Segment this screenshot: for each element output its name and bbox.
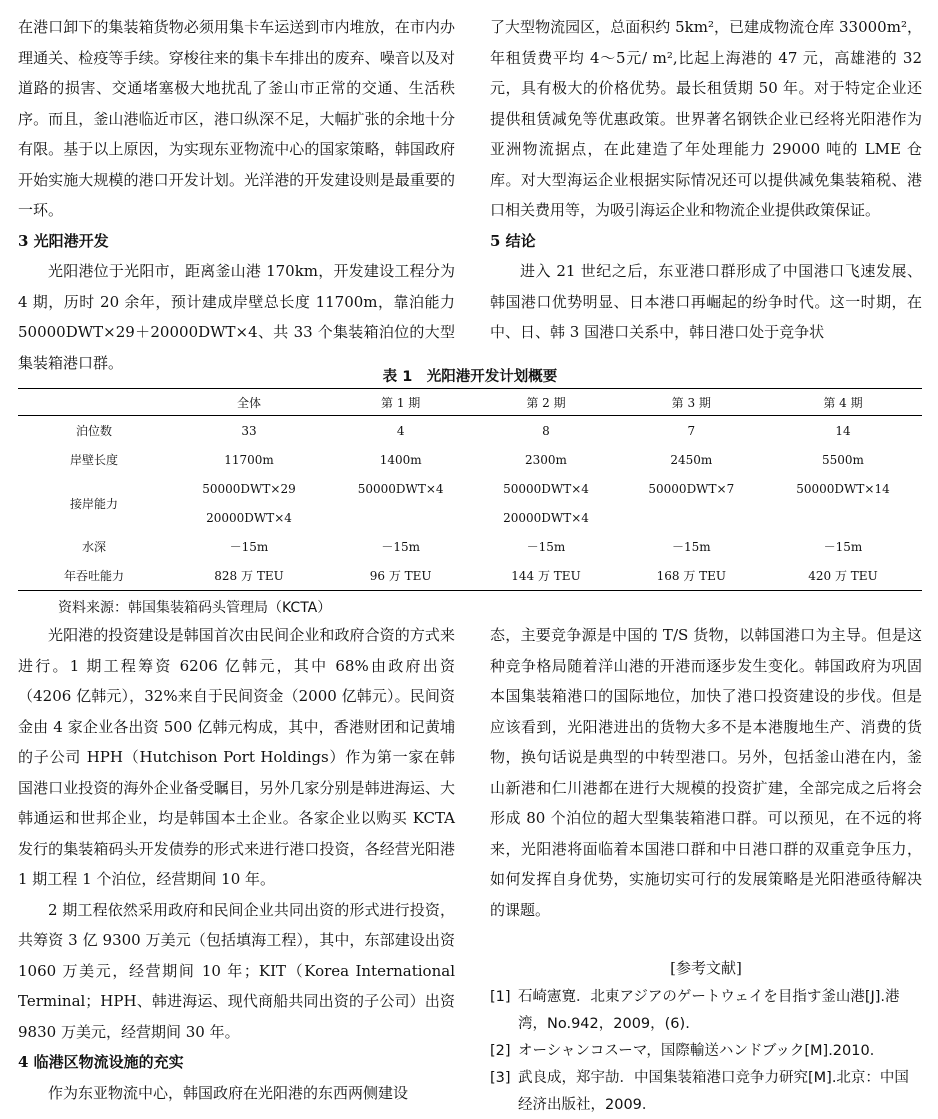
table-header-cell: 第 2 期 [526, 395, 566, 410]
table-header-cell: 第 3 期 [671, 395, 711, 410]
section-heading-4: 4 临港区物流设施的充实 [18, 1053, 184, 1071]
table-cell: 7 [687, 423, 696, 438]
table-header-row [18, 389, 922, 416]
references-heading: [参考文献] [670, 959, 742, 977]
row-label: 岸壁长度 [69, 453, 118, 467]
table-header-cell: 第 4 期 [823, 395, 863, 410]
table-cell: 96 万 TEU [369, 569, 432, 583]
table-cell: 168 万 TEU [656, 569, 727, 583]
reference-text: 武良成，郑宇劼．中国集装箱港口竞争力研究[M].北京：中国经济出版社，2009． [518, 1069, 909, 1113]
table-cell: 50000DWT×4 [357, 481, 444, 496]
table-cell: 20000DWT×4 [503, 510, 589, 525]
table-cell: 50000DWT×4 [503, 481, 589, 496]
table-cell: 8 [542, 423, 550, 438]
table-header-cell [18, 389, 170, 416]
row-label: 接岸能力 [69, 496, 118, 511]
section-heading-5: 5 结论 [490, 231, 536, 250]
table-cell: －15m [381, 540, 420, 554]
reference-item [490, 984, 922, 1038]
reference-text: オーシャンコスーマ，国際輸送ハンドブック[M].2010． [518, 1042, 885, 1059]
table-cell: 11700m [224, 452, 274, 467]
reference-item [490, 1038, 922, 1065]
table-container [18, 366, 922, 617]
table-cell: －15m [229, 540, 269, 554]
bottom-left-column [18, 620, 455, 1108]
table-cell: 33 [241, 423, 257, 438]
reference-text: 石崎憲寛．北東アジアのゲートウェイを目指す釜山港[J].港湾，No.942，2009，(6). [518, 988, 900, 1032]
table-cell: 2300m [525, 452, 567, 467]
row-label: 水深 [81, 540, 106, 554]
reference-number: [3] [490, 1069, 511, 1086]
table-cell: 50000DWT×7 [648, 481, 735, 496]
paragraph: 2 期工程依然采用政府和民间企业共同出资的形式进行投资，共筹资 3 亿 9300 万美元（包括填海工程），其中，东部建设出资 1060 万美元，经营期间 10 年；KIT（Korea International Terminal；HPH、韩进海运、现代商船共同出资的子公司）出资 9830 万美元，经营期间 30 年。 [18, 900, 455, 1041]
table-cell: 144 万 TEU [511, 569, 581, 583]
table-row [18, 561, 922, 591]
paragraph: 进入 21 世纪之后，东亚港口群形成了中国港口飞速发展、韩国港口优势明显、日本港口再崛起的纷争时代。这一时期，在中、日、韩 3 国港口关系中，韩日港口处于竞争状 [490, 262, 922, 341]
table-row [18, 532, 922, 561]
table-cell: －15m [671, 540, 711, 554]
table-cell: 50000DWT×29 [202, 481, 296, 496]
reference-number: [1] [490, 988, 511, 1005]
bottom-right-column [490, 620, 922, 1119]
paragraph: 光阳港位于光阳市，距离釜山港 170km，开发建设工程分为 4 期，历时 20 余年，预计建成岸壁总长度 11700m，靠泊能力 50000DWT×29＋20000DWT×4、共 33 个集装箱泊位的大型集装箱港口群。 [18, 262, 455, 372]
section-heading-3: 3 光阳港开发 [18, 231, 109, 250]
top-right-column [490, 12, 922, 348]
paragraph: 在港口卸下的集装箱货物必须用集卡车运送到市内堆放，在市内办理通关、检疫等手续。穿梭往来的集卡车排出的废弃、噪音以及对道路的损害、交通堵塞极大地扰乱了釜山市正常的交通、生活秩序。而且，釜山港临近市区，港口纵深不足，大幅扩张的余地十分有限。基于以上原因，为实现东亚物流中心的国家策略，韩国政府开始实施大规模的港口开发计划。光洋港的开发建设则是最重要的一环。 [18, 18, 455, 219]
table-cell: 50000DWT×14 [796, 481, 890, 496]
table-cell: 20000DWT×4 [206, 510, 292, 525]
reference-number: [2] [490, 1042, 511, 1059]
table-cell: 828 万 TEU [214, 569, 284, 583]
table-row [18, 445, 922, 474]
table-cell [619, 503, 764, 532]
table-cell: 14 [835, 423, 851, 438]
row-label: 泊位数 [75, 424, 112, 438]
paragraph: 作为东亚物流中心，韩国政府在光阳港的东西两侧建设 [48, 1083, 409, 1102]
table-row [18, 416, 922, 446]
paragraph: 了大型物流园区，总面积约 5km²，已建成物流仓库 33000m²，年租赁费平均 4～5元/ m²,比起上海港的 47 元，高雄港的 32 元，具有极大的价格优势。最长租赁期 50 年。对于特定企业还提供租赁减免等优惠政策。世界著名钢铁企业已经将光阳港作为亚洲物流据点，在此建造了年处理能力 29000 吨的 LME 仓库。对大型海运企业根据实际情况还可以提供减免集装箱税、港口相关费用等，为吸引海运企业和物流企业提供政策保证。 [490, 18, 922, 219]
table-source-note: 资料来源：韩国集装箱码头管理局（KCTA） [58, 600, 332, 616]
table-header-cell: 第 1 期 [381, 395, 421, 410]
top-left-column [18, 12, 455, 378]
table-cell: 1400m [379, 452, 422, 467]
paragraph: 光阳港的投资建设是韩国首次由民间企业和政府合资的方式来进行。1 期工程筹资 6206 亿韩元，其中 68%由政府出资（4206 亿韩元），32%来自于民间资金（2000 亿韩元）。民间资金由 4 家企业各出资 500 亿韩元构成，其中，香港财团和记黄埔的子公司 HPH（Hutchison Port Holdings）作为第一家在韩国港口业投资的海外企业备受瞩目，另外几家分别是韩进海运、大韩通运和世邦企业，均是韩国本土企业。各家企业以购买 KCTA 发行的集装箱码头开发债券的形式来进行港口投资，各经营光阳港 1 期工程 1 个泊位，经营期间 10 年。 [18, 626, 455, 888]
table-cell: 4 [396, 423, 405, 438]
table-cell [328, 503, 473, 532]
table-cell: 5500m [822, 452, 864, 467]
table-cell: 420 万 TEU [808, 569, 878, 583]
table-cell [764, 503, 922, 532]
table-row [18, 474, 922, 503]
table-header-cell: 全体 [236, 395, 261, 410]
table-title: 表 1 光阳港开发计划概要 [382, 369, 558, 385]
reference-item [490, 1065, 922, 1119]
paragraph: 态，主要竞争源是中国的 T/S 货物，以韩国港口为主导。但是这种竞争格局随着洋山港的开港而逐步发生变化。韩国政府为巩固本国集装箱港口的国际地位，加快了港口投资建设的步伐。但是应该看到，光阳港进出的货物大多不是本港腹地生产、消费的货物，换句话说是典型的中转型港口。另外，包括釜山港在内，釜山新港和仁川港都在进行大规模的投资扩建，全部完成之后将会形成 80 个泊位的超大型集装箱港口群。可以预见，在不远的将来，光阳港将面临着本国港口群和中日港口群的双重竞争压力，如何发挥自身优势，实施切实可行的发展策略是光阳港亟待解决的课题。 [490, 626, 922, 919]
table-cell: －15m [526, 540, 566, 554]
row-label: 年吞吐能力 [63, 569, 124, 583]
table-cell: －15m [823, 540, 863, 554]
table-cell: 2450m [670, 452, 713, 467]
development-plan-table [18, 388, 922, 591]
